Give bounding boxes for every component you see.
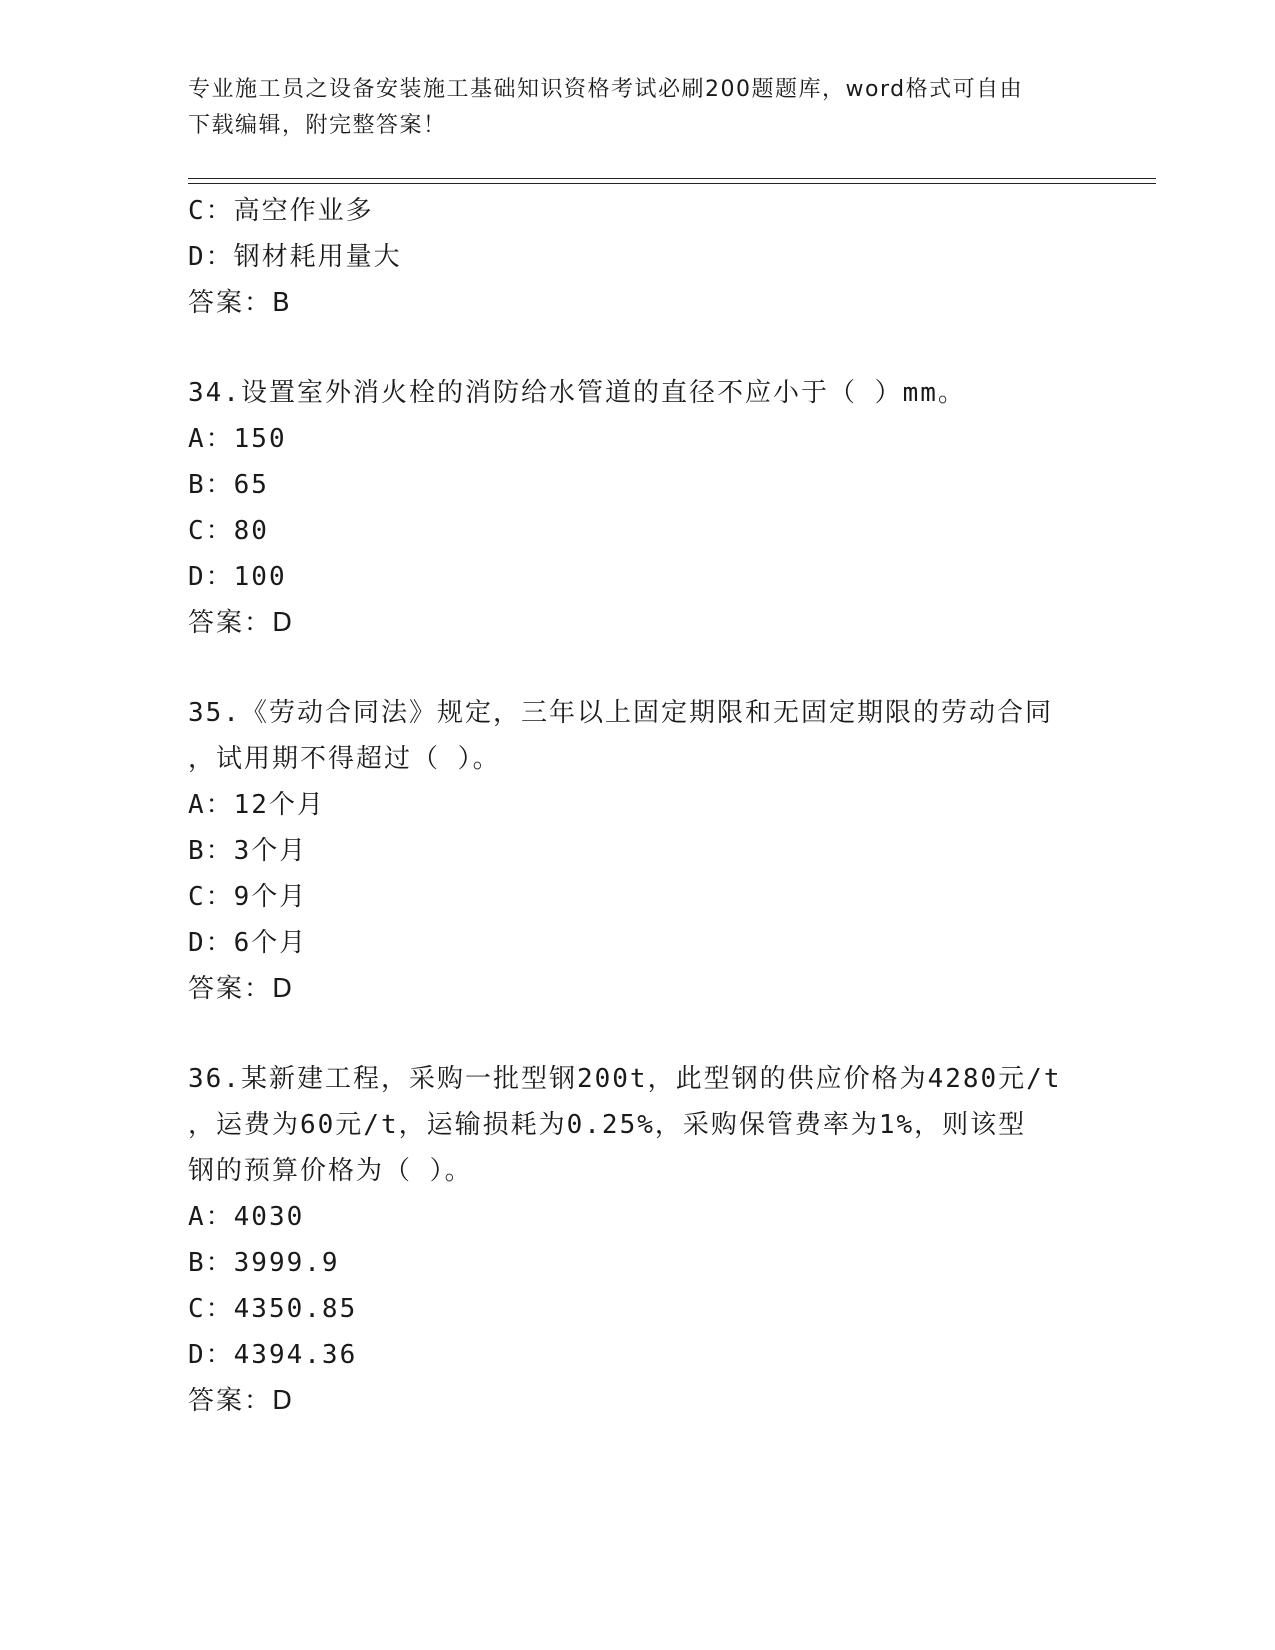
question-text: 34.设置室外消火栓的消防给水管道的直径不应小于（ ）mm。 — [188, 378, 966, 408]
answer-line: 答案：B — [188, 288, 292, 318]
document-header — [188, 72, 1088, 144]
option-a: A：12个月 — [188, 790, 325, 820]
question-text-line-3: 钢的预算价格为（ ）。 — [188, 1156, 473, 1186]
option-d: D：4394.36 — [188, 1340, 358, 1370]
option-a: A：4030 — [188, 1202, 305, 1232]
question-text-line-1: 35.《劳动合同法》规定，三年以上固定期限和无固定期限的劳动合同 — [188, 698, 1053, 728]
option-c: C：高空作业多 — [188, 196, 374, 226]
option-d: D：6个月 — [188, 928, 308, 958]
answer-line: 答案：D — [188, 1386, 295, 1416]
question-text-line-1: 36.某新建工程，采购一批型钢200t，此型钢的供应价格为4280元/t — [188, 1064, 1062, 1094]
question-36 — [188, 1056, 1088, 1424]
header-line-1: 专业施工员之设备安装施工基础知识资格考试必刷200题题库，word格式可自由 — [188, 77, 1024, 102]
answer-line: 答案：D — [188, 974, 295, 1004]
answer-line: 答案：D — [188, 608, 295, 638]
question-content — [188, 188, 1088, 1424]
question-text-line-2: ，试用期不得超过（ ）。 — [188, 744, 501, 774]
option-b: B：3999.9 — [188, 1248, 340, 1278]
option-b: B：3个月 — [188, 836, 308, 866]
header-divider-top — [188, 178, 1156, 179]
header-line-2: 下载编辑，附完整答案！ — [188, 113, 447, 138]
option-d: D：钢材耗用量大 — [188, 242, 402, 272]
option-c: C：9个月 — [188, 882, 308, 912]
question-35 — [188, 690, 1088, 1012]
question-text-line-2: ，运费为60元/t，运输损耗为0.25%，采购保管费率为1%，则该型 — [188, 1110, 1027, 1140]
option-c: C：4350.85 — [188, 1294, 358, 1324]
question-33-tail — [188, 188, 1088, 326]
option-a: A：150 — [188, 424, 287, 454]
option-c: C：80 — [188, 516, 269, 546]
question-34 — [188, 370, 1088, 646]
option-d: D：100 — [188, 562, 287, 592]
option-b: B：65 — [188, 470, 269, 500]
header-divider-bottom — [188, 183, 1156, 184]
